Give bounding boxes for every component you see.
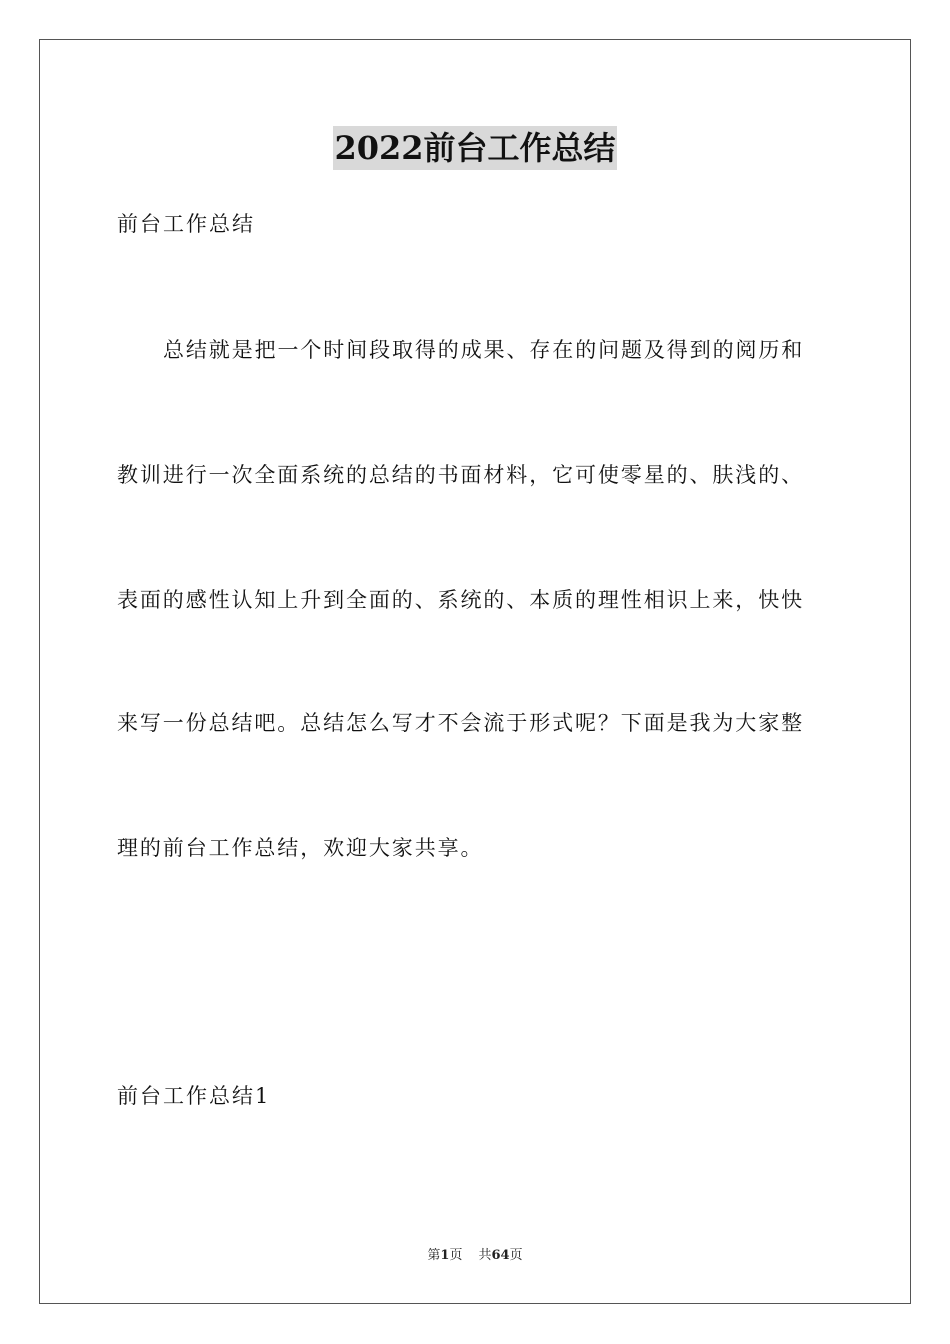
- total-page-count: 64: [491, 1248, 510, 1263]
- section-heading: 前台工作总结1: [117, 1084, 271, 1108]
- document-title: 2022前台工作总结: [333, 126, 616, 170]
- total-suffix: 页: [509, 1248, 523, 1263]
- current-page-number: 1: [440, 1248, 450, 1263]
- document-subtitle: 前台工作总结: [117, 212, 255, 236]
- page-footer: [0, 1246, 950, 1266]
- title-container: [0, 126, 950, 170]
- page-prefix: 第: [427, 1248, 441, 1263]
- paragraph-line: 表面的感性认知上升到全面的、系统的、本质的理性相识上来，快快: [117, 588, 804, 612]
- paragraph-line: 理的前台工作总结，欢迎大家共享。: [117, 836, 484, 860]
- total-prefix: 共: [478, 1248, 492, 1263]
- page-suffix: 页: [449, 1248, 463, 1263]
- paragraph-line: 来写一份总结吧。总结怎么写才不会流于形式呢？下面是我为大家整: [117, 711, 804, 735]
- paragraph-line: 教训进行一次全面系统的总结的书面材料，它可使零星的、肤浅的、: [117, 463, 804, 487]
- paragraph-line: 总结就是把一个时间段取得的成果、存在的问题及得到的阅历和: [163, 338, 805, 362]
